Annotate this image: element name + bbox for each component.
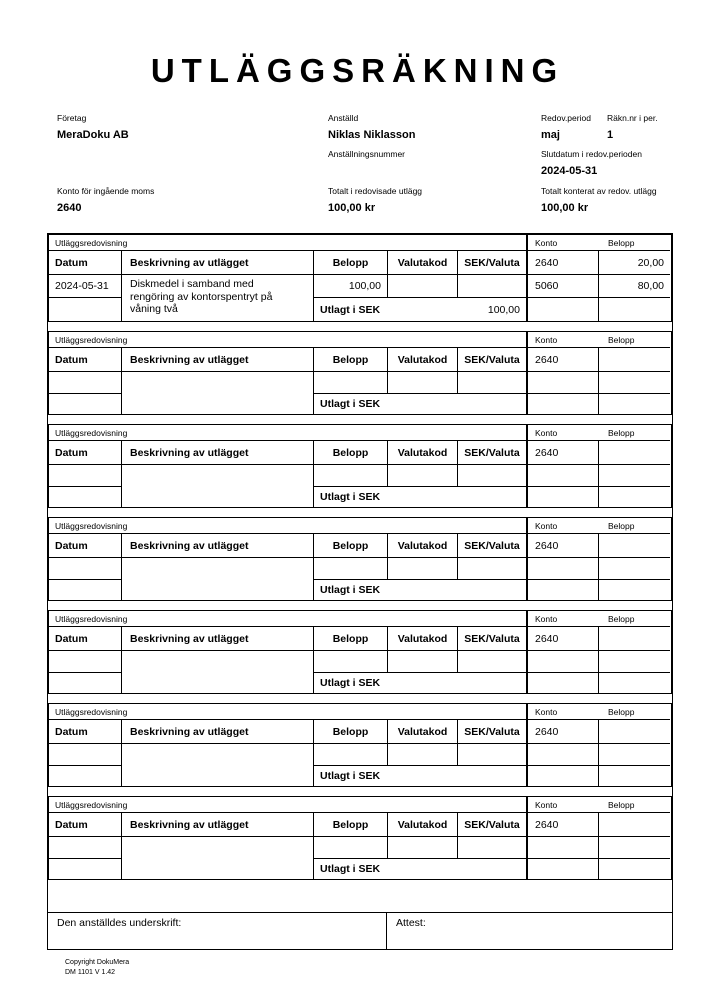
konto-cell: 2640 <box>526 251 599 275</box>
belopp-column-header: Belopp <box>599 332 670 348</box>
belopp-column-header: Belopp <box>599 235 670 251</box>
report-period-label: Redov.period <box>541 113 591 123</box>
col-header-sek-valuta: SEK/Valuta <box>458 441 526 465</box>
field-employment-number <box>328 149 405 178</box>
cell-datum <box>49 558 122 580</box>
col-header-valutakod: Valutakod <box>388 348 458 372</box>
konto-cell: 2640 <box>526 441 599 465</box>
col-header-datum: Datum <box>49 813 122 837</box>
col-header-sek-valuta: SEK/Valuta <box>458 627 526 651</box>
cell-valutakod <box>388 837 458 859</box>
cell-datum-2 <box>49 298 122 321</box>
belopp-column-header: Belopp <box>599 425 670 441</box>
employment-number-label: Anställningsnummer <box>328 149 406 159</box>
konto-belopp-cell <box>599 673 670 693</box>
konto-cell: 2640 <box>526 348 599 372</box>
cell-valutakod <box>388 465 458 487</box>
konto-belopp-cell: 80,00 <box>599 275 670 298</box>
cell-valutakod <box>388 372 458 394</box>
cell-datum <box>49 744 122 766</box>
cell-valutakod <box>388 651 458 673</box>
cell-sek-valuta <box>458 558 526 580</box>
field-report-period <box>541 113 591 142</box>
cell-description <box>122 744 314 786</box>
cell-sek-valuta <box>458 837 526 859</box>
konto-cell: 5060 <box>526 275 599 298</box>
col-header-valutakod: Valutakod <box>388 251 458 275</box>
konto-cell <box>526 673 599 693</box>
cell-sek-valuta <box>458 372 526 394</box>
utlagt-i-sek-label: Utlagt i SEK <box>320 303 381 316</box>
konto-cell <box>526 651 599 673</box>
expense-section <box>48 424 672 508</box>
period-end-date-label: Slutdatum i redov.perioden <box>541 149 642 159</box>
cell-belopp <box>314 558 388 580</box>
konto-cell <box>526 859 599 879</box>
col-header-sek-valuta: SEK/Valuta <box>458 251 526 275</box>
konto-cell <box>526 558 599 580</box>
col-header-beskrivning: Beskrivning av utlägget <box>122 534 314 558</box>
expense-section <box>48 610 672 694</box>
cell-belopp <box>314 744 388 766</box>
konto-cell <box>526 298 599 321</box>
section-title: Utläggsredovisning <box>49 797 526 813</box>
expense-sections <box>48 234 672 880</box>
cell-description: Diskmedel i samband med rengöring av kontorspentryt på våning två <box>122 275 314 321</box>
signature-employee-cell <box>48 913 386 949</box>
field-total-reported <box>328 186 422 215</box>
vat-account-value: 2640 <box>57 202 82 214</box>
konto-cell: 2640 <box>526 627 599 651</box>
utlagt-i-sek-cell <box>314 394 526 414</box>
col-header-beskrivning: Beskrivning av utlägget <box>122 441 314 465</box>
field-period-end-date <box>541 149 642 178</box>
col-header-beskrivning: Beskrivning av utlägget <box>122 813 314 837</box>
cell-datum-2 <box>49 859 122 879</box>
signature-attest-cell <box>386 913 672 949</box>
field-vat-account <box>57 186 154 215</box>
utlagt-i-sek-cell <box>314 298 526 321</box>
footer-version: DM 1101 V 1.42 <box>65 969 116 976</box>
report-number-value: 1 <box>607 129 614 141</box>
belopp-column-header: Belopp <box>599 797 670 813</box>
cell-sek-valuta <box>458 651 526 673</box>
cell-datum <box>49 372 122 394</box>
col-header-datum: Datum <box>49 627 122 651</box>
cell-description <box>122 372 314 414</box>
utlagt-i-sek-label: Utlagt i SEK <box>320 770 381 782</box>
konto-belopp-cell <box>599 372 670 394</box>
konto-cell <box>526 744 599 766</box>
signature-attest-label: Attest: <box>396 917 426 929</box>
cell-sek-valuta <box>458 275 526 298</box>
konto-cell: 2640 <box>526 534 599 558</box>
konto-column-header: Konto <box>526 611 599 627</box>
field-total-posted <box>541 186 657 215</box>
konto-cell: 2640 <box>526 813 599 837</box>
konto-cell <box>526 394 599 414</box>
konto-belopp-cell <box>599 859 670 879</box>
utlagt-i-sek-label: Utlagt i SEK <box>320 584 381 596</box>
col-header-datum: Datum <box>49 348 122 372</box>
cell-datum <box>49 465 122 487</box>
cell-datum: 2024-05-31 <box>49 275 122 298</box>
section-title: Utläggsredovisning <box>49 235 526 251</box>
konto-belopp-cell <box>599 651 670 673</box>
field-company <box>57 113 129 142</box>
cell-description <box>122 465 314 507</box>
col-header-belopp: Belopp <box>314 251 388 275</box>
expense-section <box>48 331 672 415</box>
konto-belopp-cell <box>599 348 670 372</box>
cell-belopp <box>314 465 388 487</box>
konto-cell <box>526 766 599 786</box>
col-header-belopp: Belopp <box>314 720 388 744</box>
konto-belopp-cell <box>599 813 670 837</box>
section-title: Utläggsredovisning <box>49 425 526 441</box>
utlagt-i-sek-label: Utlagt i SEK <box>320 863 381 875</box>
cell-datum <box>49 651 122 673</box>
col-header-belopp: Belopp <box>314 813 388 837</box>
col-header-datum: Datum <box>49 441 122 465</box>
expense-section <box>48 703 672 787</box>
utlagt-i-sek-label: Utlagt i SEK <box>320 677 381 689</box>
cell-valutakod <box>388 275 458 298</box>
total-posted-label: Totalt konterat av redov. utlägg <box>541 186 657 196</box>
konto-belopp-cell <box>599 744 670 766</box>
col-header-beskrivning: Beskrivning av utlägget <box>122 348 314 372</box>
konto-belopp-cell <box>599 720 670 744</box>
utlagt-i-sek-label: Utlagt i SEK <box>320 398 381 410</box>
total-reported-value: 100,00 kr <box>328 202 376 214</box>
konto-cell <box>526 837 599 859</box>
utlagt-i-sek-cell <box>314 859 526 879</box>
konto-belopp-cell <box>599 298 670 321</box>
konto-belopp-cell <box>599 766 670 786</box>
col-header-beskrivning: Beskrivning av utlägget <box>122 720 314 744</box>
employee-label: Anställd <box>328 113 359 123</box>
field-employee <box>328 113 415 142</box>
konto-column-header: Konto <box>526 425 599 441</box>
section-title: Utläggsredovisning <box>49 704 526 720</box>
report-period-value: maj <box>541 129 560 141</box>
konto-belopp-cell <box>599 394 670 414</box>
cell-valutakod <box>388 558 458 580</box>
konto-cell <box>526 487 599 507</box>
col-header-valutakod: Valutakod <box>388 720 458 744</box>
cell-description <box>122 837 314 879</box>
section-title: Utläggsredovisning <box>49 332 526 348</box>
employee-value: Niklas Niklasson <box>328 129 416 141</box>
cell-belopp <box>314 372 388 394</box>
field-report-number <box>607 113 658 142</box>
konto-belopp-cell <box>599 627 670 651</box>
cell-description <box>122 558 314 600</box>
expense-section <box>48 796 672 880</box>
employment-number-value <box>328 165 405 178</box>
col-header-sek-valuta: SEK/Valuta <box>458 720 526 744</box>
col-header-datum: Datum <box>49 251 122 275</box>
konto-cell <box>526 372 599 394</box>
konto-belopp-cell <box>599 487 670 507</box>
utlagt-i-sek-cell <box>314 766 526 786</box>
form-frame <box>47 233 673 950</box>
utlagt-i-sek-cell <box>314 673 526 693</box>
signature-employee-label: Den anställdes underskrift: <box>57 917 182 929</box>
footer-copyright: Copyright DokuMera <box>65 959 130 966</box>
col-header-datum: Datum <box>49 720 122 744</box>
cell-datum-2 <box>49 673 122 693</box>
col-header-valutakod: Valutakod <box>388 813 458 837</box>
utlagt-i-sek-cell <box>314 580 526 600</box>
cell-belopp: 100,00 <box>314 275 388 298</box>
col-header-belopp: Belopp <box>314 534 388 558</box>
section-title: Utläggsredovisning <box>49 611 526 627</box>
col-header-belopp: Belopp <box>314 627 388 651</box>
col-header-sek-valuta: SEK/Valuta <box>458 348 526 372</box>
konto-belopp-cell <box>599 465 670 487</box>
konto-column-header: Konto <box>526 332 599 348</box>
konto-belopp-cell <box>599 441 670 465</box>
utlagt-i-sek-cell <box>314 487 526 507</box>
vat-account-label: Konto för ingående moms <box>57 186 155 196</box>
cell-datum <box>49 837 122 859</box>
col-header-datum: Datum <box>49 534 122 558</box>
signature-row <box>48 912 672 949</box>
cell-datum-2 <box>49 394 122 414</box>
konto-column-header: Konto <box>526 797 599 813</box>
konto-cell <box>526 465 599 487</box>
konto-belopp-cell <box>599 580 670 600</box>
konto-cell <box>526 580 599 600</box>
report-number-label: Räkn.nr i per. <box>607 113 658 123</box>
cell-datum-2 <box>49 487 122 507</box>
col-header-sek-valuta: SEK/Valuta <box>458 813 526 837</box>
company-value: MeraDoku AB <box>57 129 129 141</box>
col-header-valutakod: Valutakod <box>388 627 458 651</box>
cell-description <box>122 651 314 693</box>
company-label: Företag <box>57 113 87 123</box>
cell-sek-valuta <box>458 744 526 766</box>
col-header-sek-valuta: SEK/Valuta <box>458 534 526 558</box>
utlagt-i-sek-label: Utlagt i SEK <box>320 491 381 503</box>
period-end-date-value: 2024-05-31 <box>541 165 598 177</box>
col-header-belopp: Belopp <box>314 348 388 372</box>
belopp-column-header: Belopp <box>599 611 670 627</box>
section-title: Utläggsredovisning <box>49 518 526 534</box>
konto-belopp-cell <box>599 837 670 859</box>
cell-datum-2 <box>49 580 122 600</box>
expense-section <box>48 517 672 601</box>
konto-belopp-cell <box>599 534 670 558</box>
page-title: UTLÄGGSRÄKNING <box>150 52 565 89</box>
col-header-belopp: Belopp <box>314 441 388 465</box>
konto-cell: 2640 <box>526 720 599 744</box>
col-header-beskrivning: Beskrivning av utlägget <box>122 627 314 651</box>
cell-valutakod <box>388 744 458 766</box>
col-header-valutakod: Valutakod <box>388 534 458 558</box>
konto-belopp-cell: 20,00 <box>599 251 670 275</box>
document-footer <box>65 958 129 978</box>
konto-column-header: Konto <box>526 704 599 720</box>
cell-belopp <box>314 651 388 673</box>
total-posted-value: 100,00 kr <box>541 202 589 214</box>
belopp-column-header: Belopp <box>599 704 670 720</box>
konto-column-header: Konto <box>526 235 599 251</box>
belopp-column-header: Belopp <box>599 518 670 534</box>
col-header-beskrivning: Beskrivning av utlägget <box>122 251 314 275</box>
cell-belopp <box>314 837 388 859</box>
utlagt-i-sek-value: 100,00 <box>487 303 520 316</box>
total-reported-label: Totalt i redovisade utlägg <box>328 186 423 196</box>
cell-datum-2 <box>49 766 122 786</box>
konto-column-header: Konto <box>526 518 599 534</box>
konto-belopp-cell <box>599 558 670 580</box>
col-header-valutakod: Valutakod <box>388 441 458 465</box>
expense-section <box>48 234 672 322</box>
cell-sek-valuta <box>458 465 526 487</box>
